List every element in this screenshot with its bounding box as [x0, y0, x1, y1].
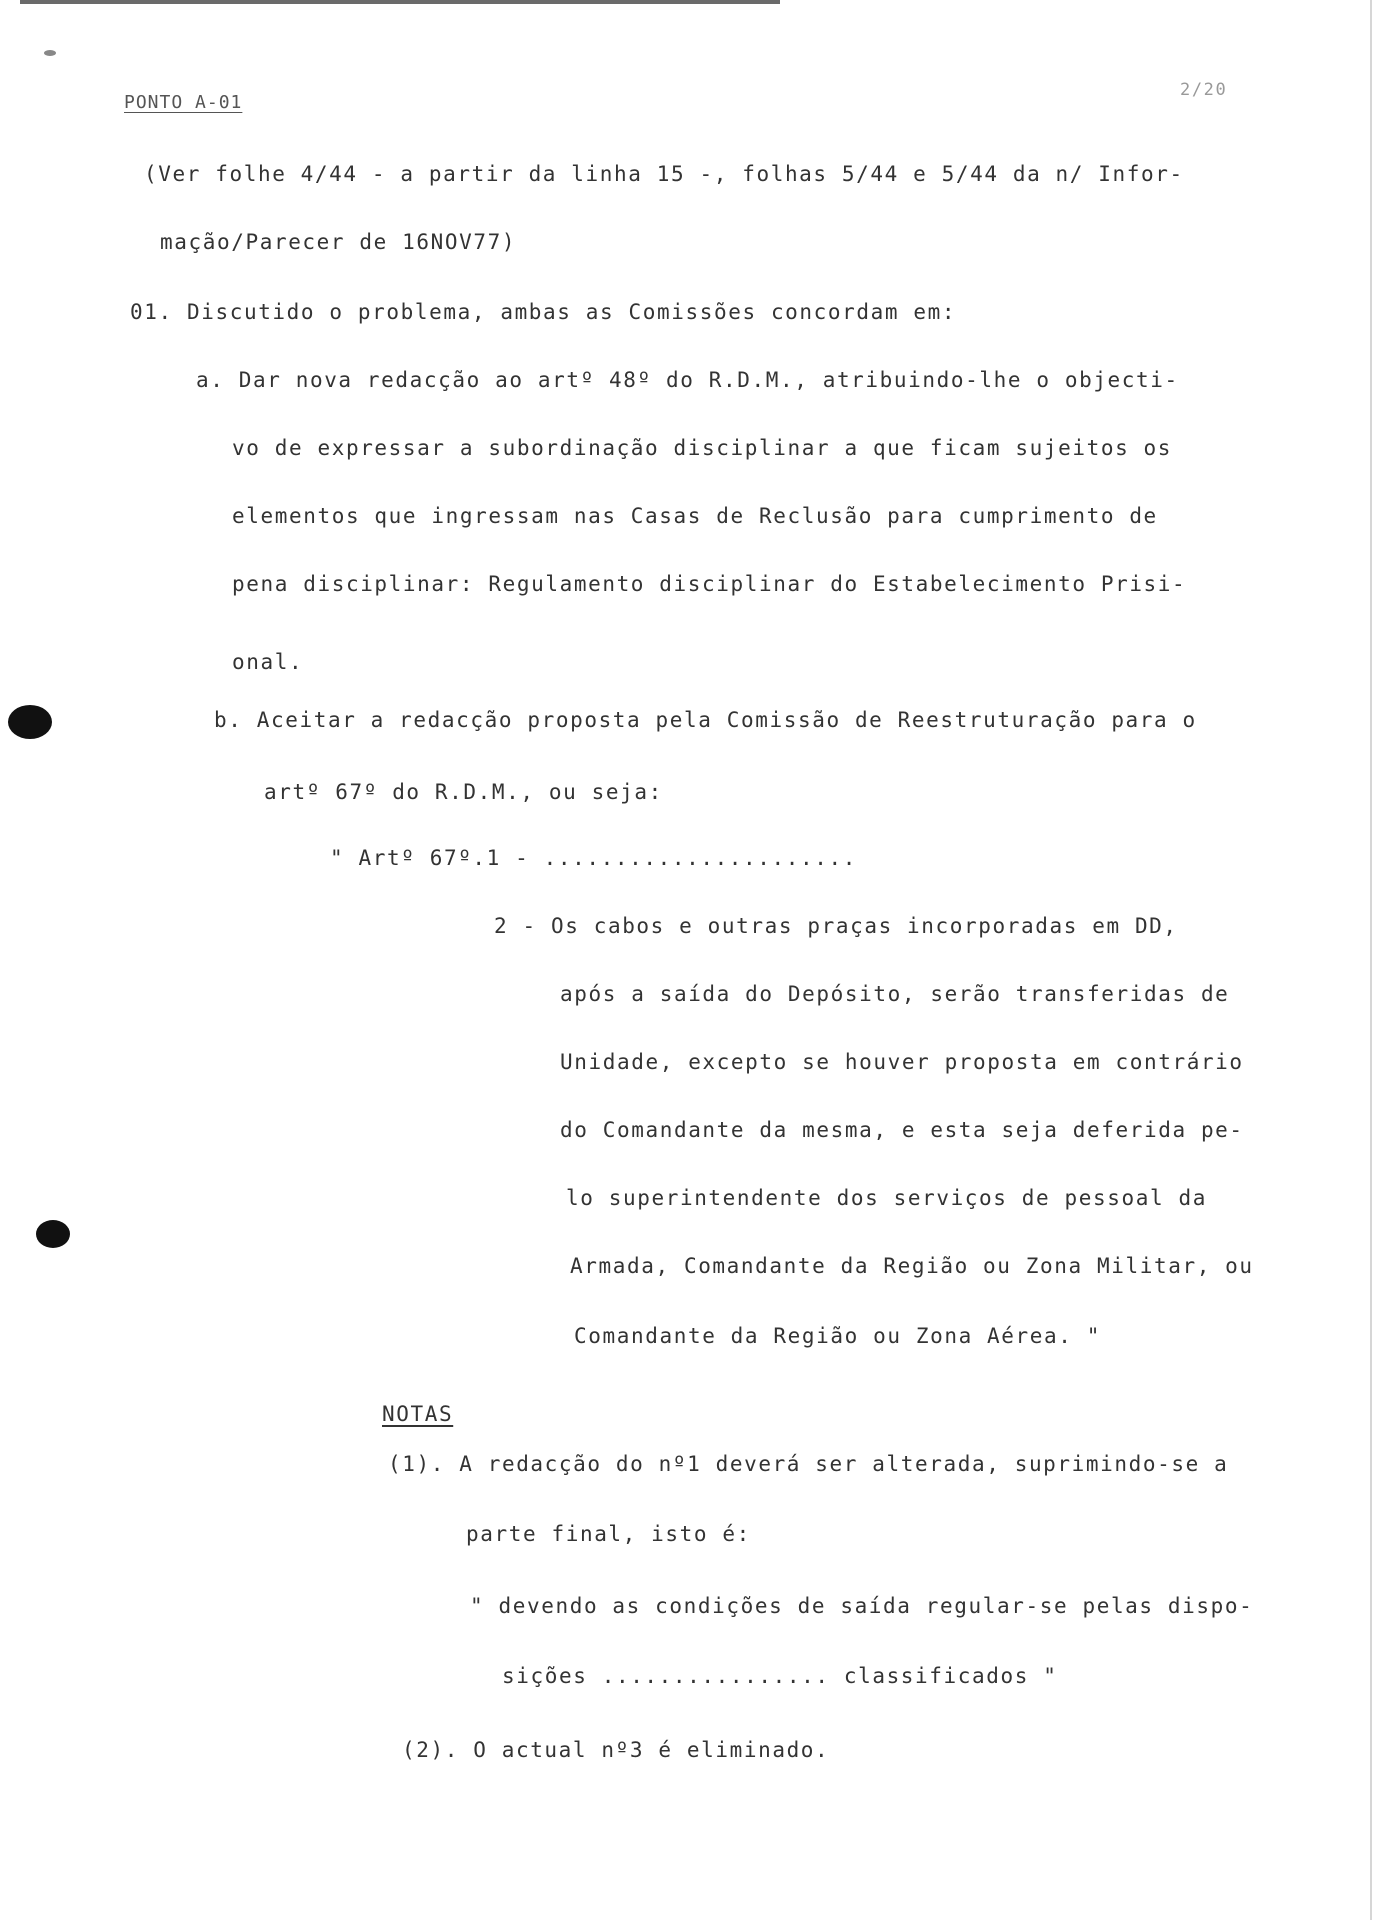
item-b-line: artº 67º do R.D.M., ou seja: — [264, 780, 663, 804]
intro-line: mação/Parecer de 16NOV77) — [160, 230, 517, 254]
note-1-line: " devendo as condições de saída regular-se pelas dispo- — [470, 1594, 1254, 1618]
item-a-line: pena disciplinar: Regulamento disciplinar do Estabelecimento Prisi- — [232, 572, 1187, 596]
item-a-line: vo de expressar a subordinação disciplinar a que ficam sujeitos os — [232, 436, 1173, 460]
note-2-line: (2). O actual nº3 é eliminado. — [402, 1738, 830, 1762]
scan-edge-line — [20, 0, 780, 4]
notes-heading: NOTAS — [382, 1402, 454, 1426]
intro-line: (Ver folhe 4/44 - a partir da linha 15 -, folhas 5/44 e 5/44 da n/ Infor- — [144, 162, 1184, 186]
item-a-line: elementos que ingressam nas Casas de Reclusão para cumprimento de — [232, 504, 1158, 528]
note-1-line: (1). A redacção do nº1 deverá ser alterada, suprimindo-se a — [388, 1452, 1229, 1476]
scan-speck — [44, 50, 56, 56]
scan-right-edge — [1370, 0, 1372, 1920]
article-quote-line: Armada, Comandante da Região ou Zona Militar, ou — [570, 1254, 1254, 1278]
paragraph-01: 01. Discutido o problema, ambas as Comissões concordam em: — [130, 300, 957, 324]
article-quote-line: " Artº 67º.1 - ...................... — [330, 846, 857, 870]
page-number: 2/20 — [1180, 80, 1228, 100]
article-quote-line: lo superintendente dos serviços de pessoal da — [566, 1186, 1207, 1210]
punch-hole-top — [8, 705, 52, 739]
article-quote-line: Comandante da Região ou Zona Aérea. " — [574, 1324, 1101, 1348]
article-quote-line: Unidade, excepto se houver proposta em contrário — [560, 1050, 1244, 1074]
item-b-line: b. Aceitar a redacção proposta pela Comissão de Reestruturação para o — [214, 708, 1197, 732]
article-quote-line: do Comandante da mesma, e esta seja deferida pe- — [560, 1118, 1244, 1142]
article-quote-line: após a saída do Depósito, serão transferidas de — [560, 982, 1230, 1006]
punch-hole-bottom — [36, 1220, 70, 1248]
note-1-line: parte final, isto é: — [466, 1522, 751, 1546]
section-title: PONTO A-01 — [124, 92, 243, 113]
article-quote-line: 2 - Os cabos e outras praças incorporadas em DD, — [494, 914, 1178, 938]
item-a-line: a. Dar nova redacção ao artº 48º do R.D.M., atribuindo-lhe o objecti- — [196, 368, 1179, 392]
item-a-line: onal. — [232, 650, 304, 674]
note-1-line: sições ................ classificados " — [502, 1664, 1058, 1688]
